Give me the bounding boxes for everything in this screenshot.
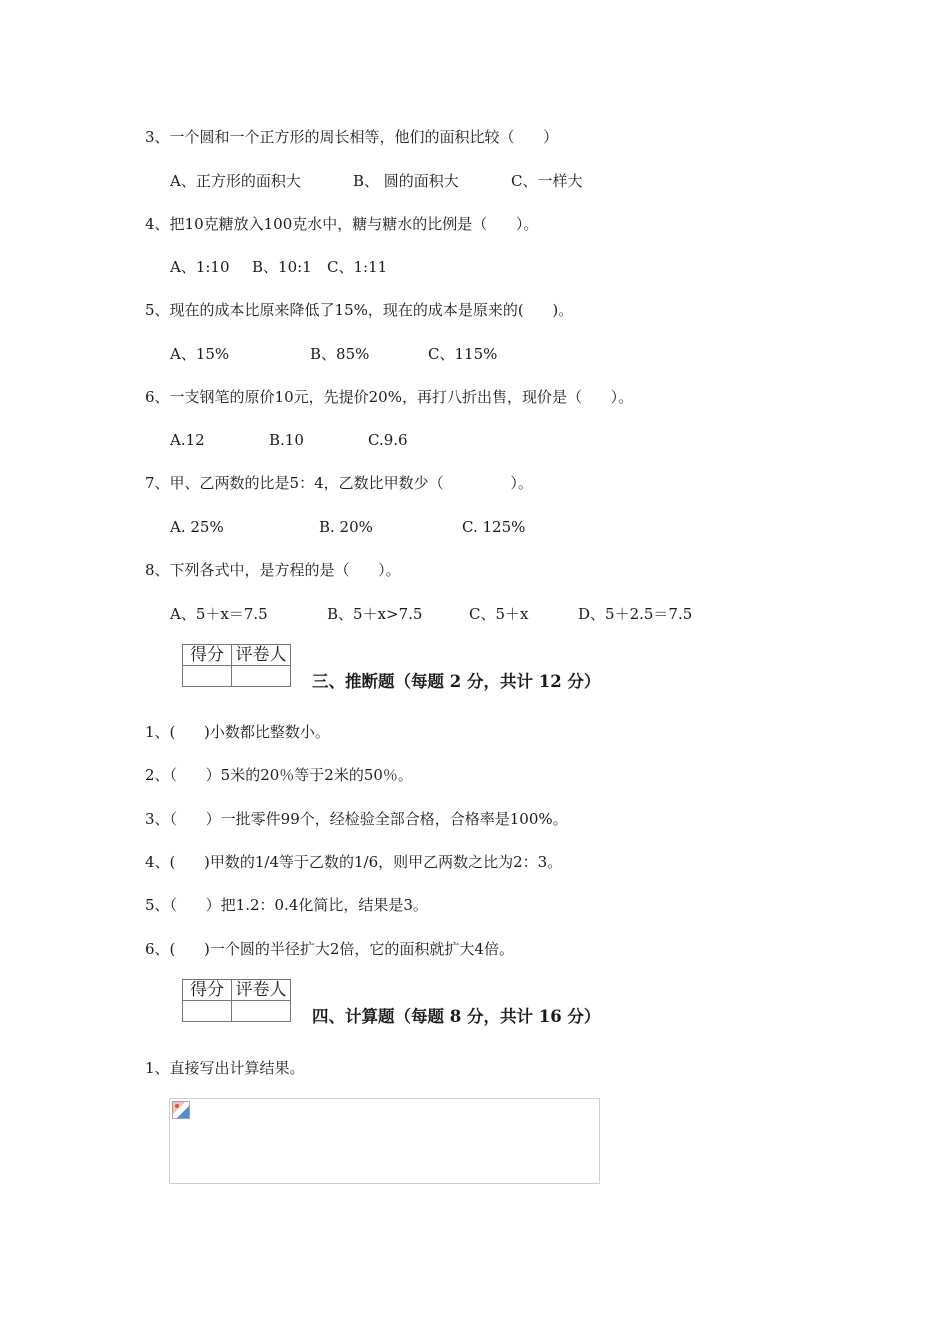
judgment-item: 3、（ ）一批零件99个，经检验全部合格，合格率是100%。: [145, 810, 568, 828]
grader-cell[interactable]: [232, 1001, 291, 1022]
grader-cell[interactable]: [232, 666, 291, 687]
option-b: B、85%: [310, 345, 370, 363]
option-d: D、5＋2.5＝7.5: [578, 605, 693, 623]
option-a: A.12: [170, 431, 205, 449]
option-c: C.9.6: [368, 431, 408, 449]
score-box: [182, 979, 291, 1022]
judgment-item: 4、( )甲数的1/4等于乙数的1/6，则甲乙两数之比为2：3。: [145, 853, 563, 871]
judgment-item: 5、（ ）把1.2：0.4化简比，结果是3。: [145, 896, 428, 914]
option-c: C、5＋x: [469, 605, 529, 623]
score-box: [182, 644, 291, 687]
option-b: B、 圆的面积大: [353, 172, 459, 190]
option-a: A、1:10: [170, 258, 230, 276]
option-b: B.10: [269, 431, 304, 449]
score-cell[interactable]: [183, 666, 232, 687]
grader-label: 评卷人: [232, 645, 291, 666]
option-b: B. 20%: [319, 518, 373, 536]
broken-image-icon: [172, 1101, 190, 1119]
option-b: B、5＋x>7.5: [327, 605, 423, 623]
judgment-item: 6、( )一个圆的半径扩大2倍，它的面积就扩大4倍。: [145, 940, 514, 958]
question-stem: 4、把10克糖放入100克水中，糖与糖水的比例是（ ）。: [145, 215, 539, 233]
option-a: A、15%: [170, 345, 230, 363]
option-c: C、1:11: [327, 258, 388, 276]
option-a: A. 25%: [170, 518, 224, 536]
score-label: 得分: [183, 980, 232, 1001]
score-label: 得分: [183, 645, 232, 666]
option-a: A、5＋x＝7.5: [170, 605, 268, 623]
section-title: 三、推断题（每题 2 分，共计 12 分）: [312, 672, 601, 691]
score-cell[interactable]: [183, 1001, 232, 1022]
grader-label: 评卷人: [232, 980, 291, 1001]
section-title: 四、计算题（每题 8 分，共计 16 分）: [312, 1007, 601, 1026]
judgment-item: 1、( )小数都比整数小。: [145, 723, 330, 741]
calc-item: 1、直接写出计算结果。: [145, 1059, 305, 1077]
question-stem: 7、甲、乙两数的比是5：4，乙数比甲数少（ ）。: [145, 474, 533, 492]
option-c: C. 125%: [462, 518, 526, 536]
question-stem: 3、一个圆和一个正方形的周长相等，他们的面积比较（ ）: [145, 128, 559, 146]
question-stem: 5、现在的成本比原来降低了15%，现在的成本是原来的( )。: [145, 301, 574, 319]
judgment-item: 2、（ ）5米的20％等于2米的50％。: [145, 766, 413, 784]
image-placeholder: [169, 1098, 600, 1184]
question-stem: 8、下列各式中，是方程的是（ ）。: [145, 561, 401, 579]
option-b: B、10:1: [252, 258, 312, 276]
option-c: C、一样大: [511, 172, 583, 190]
option-c: C、115%: [428, 345, 498, 363]
option-a: A、正方形的面积大: [170, 172, 301, 190]
question-stem: 6、一支钢笔的原价10元，先提价20%，再打八折出售，现价是（ ）。: [145, 388, 634, 406]
